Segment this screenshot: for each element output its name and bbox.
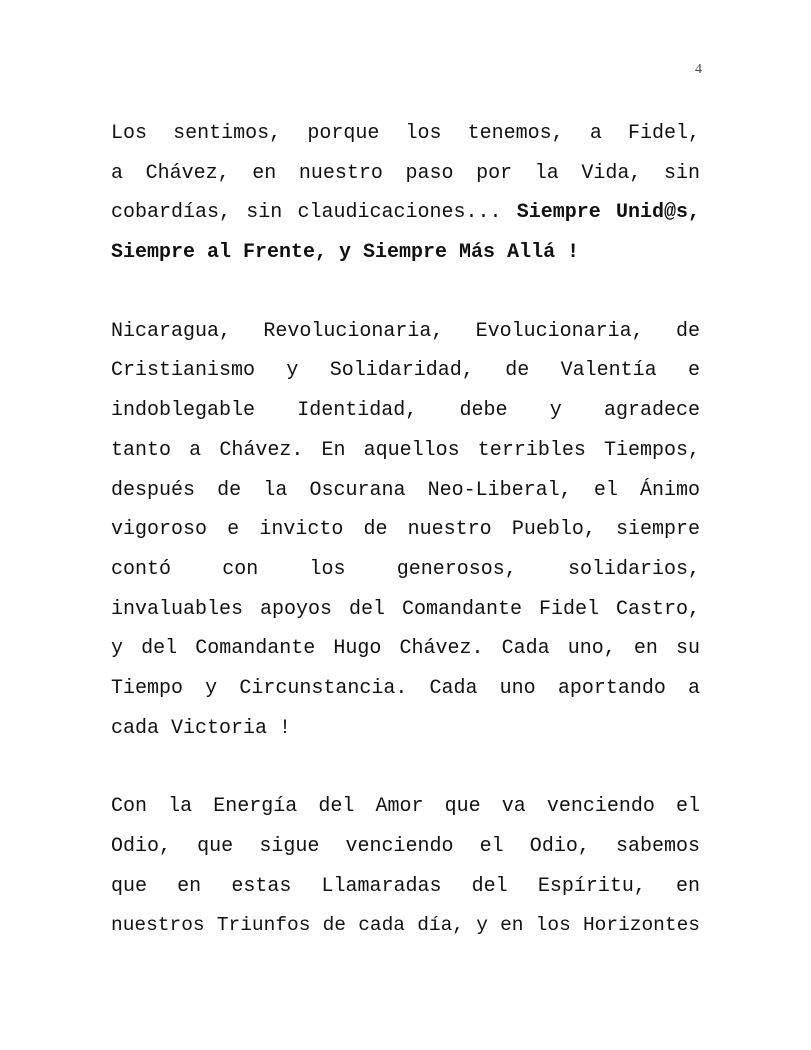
text-line: y del Comandante Hugo Chávez. Cada uno, en su	[111, 637, 700, 661]
paragraph-1	[111, 114, 700, 273]
text-line: nuestros Triunfos de cada día, y en los Horizontes	[111, 914, 700, 937]
text-line: cada Victoria !	[111, 716, 292, 740]
text-line: vigoroso e invicto de nuestro Pueblo, siempre	[111, 518, 700, 542]
bold-text-span: Siempre Unid@s,	[516, 201, 701, 225]
text-line: contó con los generosos, solidarios,	[111, 557, 700, 581]
paragraph-3	[111, 787, 700, 946]
text-line: indoblegable Identidad, debe y agradece	[111, 399, 700, 423]
text-line: Cristianismo y Solidaridad, de Valentía e	[111, 359, 700, 383]
paragraph-2	[111, 312, 700, 749]
text-line: Los sentimos, porque los tenemos, a Fidel,	[111, 122, 700, 145]
page-number: 4	[695, 62, 702, 77]
document-body	[111, 114, 700, 985]
text-span: cobardías, sin claudicaciones...	[111, 201, 502, 225]
text-line: a Chávez, en nuestro paso por la Vida, sin	[111, 161, 700, 185]
text-line: Tiempo y Circunstancia. Cada uno aportando a	[111, 676, 700, 700]
text-line: tanto a Chávez. En aquellos terribles Tiempos,	[111, 438, 700, 462]
text-line: Con la Energía del Amor que va venciendo el	[111, 795, 700, 819]
text-line: que en estas Llamaradas del Espíritu, en	[111, 874, 700, 898]
text-line: Odio, que sigue venciendo el Odio, sabemos	[111, 835, 700, 858]
text-line	[111, 193, 700, 233]
text-line: después de la Oscurana Neo-Liberal, el Ánimo	[111, 478, 700, 502]
bold-text-line: Siempre al Frente, y Siempre Más Allá !	[111, 241, 580, 265]
text-line: Nicaragua, Revolucionaria, Evolucionaria, de	[111, 319, 700, 343]
text-line: invaluables apoyos del Comandante Fidel Castro,	[111, 597, 700, 621]
